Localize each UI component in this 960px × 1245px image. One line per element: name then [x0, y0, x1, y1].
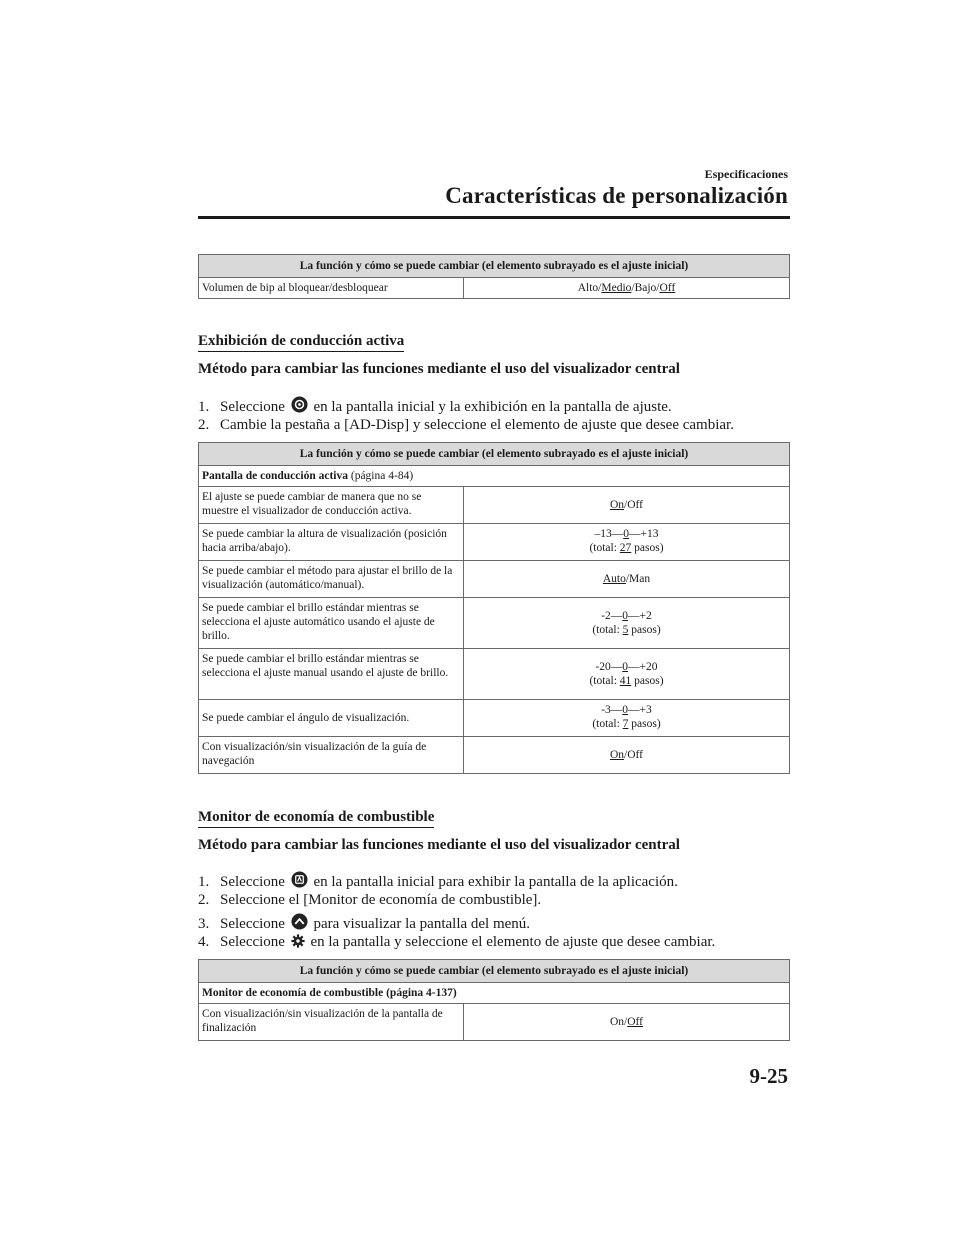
table-header: La función y cómo se puede cambiar (el elemento subrayado es el ajuste inicial)	[199, 443, 790, 466]
step-text: para visualizar la pantalla del menú.	[313, 916, 531, 932]
section-title-active-driving-display: Exhibición de conducción activa	[198, 333, 404, 352]
row-options	[464, 561, 790, 598]
row-range	[464, 598, 790, 649]
option-text: /Man	[625, 573, 651, 585]
table-row	[199, 278, 790, 299]
range-total-unit: pasos)	[628, 718, 661, 730]
applications-icon	[291, 871, 308, 888]
table-row	[199, 487, 790, 524]
step-1	[198, 871, 678, 891]
range-min: -3—	[601, 704, 623, 716]
menu-up-icon	[291, 913, 308, 930]
range-min: –13—	[594, 528, 624, 540]
table-subheader	[199, 466, 790, 487]
range-total-unit: pasos)	[631, 542, 664, 554]
step-text: en la pantalla y seleccione el elemento de ajuste que desee cambiar.	[310, 934, 716, 950]
method-heading: Método para cambiar las funciones mediante el uso del visualizador central	[198, 361, 680, 377]
row-label: El ajuste se puede cambiar de manera que no se muestre el visualizador de conducción activa.	[199, 487, 464, 524]
range-total-unit: pasos)	[631, 675, 664, 687]
row-options	[464, 278, 790, 299]
row-options	[464, 487, 790, 524]
step-number: 1.	[198, 399, 210, 415]
range-total: 5	[622, 624, 629, 636]
range-default: 0	[622, 610, 629, 622]
option-default: On	[609, 499, 625, 511]
subheader-ref: (página 4-84)	[348, 470, 414, 482]
option-text: /Off	[624, 499, 643, 511]
step-4	[198, 933, 715, 951]
row-options	[464, 737, 790, 774]
method-heading: Método para cambiar las funciones mediante el uso del visualizador central	[198, 837, 680, 853]
row-label: Se puede cambiar la altura de visualización (posición hacia arriba/abajo).	[199, 524, 464, 561]
table-row	[199, 524, 790, 561]
section-title-fuel-economy-monitor: Monitor de economía de combustible	[198, 809, 434, 828]
table-row	[199, 700, 790, 737]
step-number: 1.	[198, 874, 210, 890]
step-1	[198, 396, 672, 416]
table-subheader: Monitor de economía de combustible (página 4-137)	[199, 983, 790, 1004]
option-default: Off	[627, 1016, 643, 1028]
range-total-label: (total:	[592, 718, 623, 730]
table-row	[199, 598, 790, 649]
step-text: Seleccione	[220, 934, 285, 950]
subheader-title: Pantalla de conducción activa	[202, 470, 348, 482]
option-text: Off	[659, 282, 676, 294]
step-2	[198, 416, 734, 434]
option-text: /Bajo/	[631, 282, 660, 294]
table-row	[199, 561, 790, 598]
range-max: —+13	[629, 528, 659, 540]
step-text: Seleccione el [Monitor de economía de combustible].	[220, 892, 542, 908]
settings-circle-icon	[291, 396, 308, 413]
step-number: 2.	[198, 417, 210, 433]
range-default: 0	[623, 528, 629, 540]
range-total: 41	[619, 675, 632, 687]
row-range	[464, 649, 790, 700]
table-beep-volume	[198, 254, 790, 299]
range-total-label: (total:	[589, 542, 620, 554]
header-section: Especificaciones	[704, 167, 788, 181]
range-max: —+2	[628, 610, 652, 622]
row-label: Se puede cambiar el método para ajustar el brillo de la visualización (automático/manual).	[199, 561, 464, 598]
row-range	[464, 524, 790, 561]
step-text: en la pantalla inicial para exhibir la pantalla de la aplicación.	[313, 874, 678, 890]
step-text: Seleccione	[220, 916, 285, 932]
step-text: Seleccione	[220, 874, 285, 890]
step-text: Cambie la pestaña a [AD-Disp] y seleccione el elemento de ajuste que desee cambiar.	[220, 417, 734, 433]
step-number: 3.	[198, 916, 210, 932]
range-total-label: (total:	[589, 675, 620, 687]
option-default: Auto	[602, 573, 626, 585]
step-text: Seleccione	[220, 399, 285, 415]
row-label: Se puede cambiar el ángulo de visualización.	[199, 700, 464, 737]
step-number: 4.	[198, 934, 210, 950]
step-2	[198, 891, 541, 909]
step-3	[198, 913, 530, 933]
option-text: Alto/	[577, 282, 602, 294]
range-default: 0	[622, 704, 629, 716]
range-default: 0	[622, 661, 629, 673]
page-number: 9-25	[749, 1064, 788, 1088]
row-options	[464, 1004, 790, 1041]
row-label: Con visualización/sin visualización de la guía de navegación	[199, 737, 464, 774]
step-text: en la pantalla inicial y la exhibición en la pantalla de ajuste.	[313, 399, 672, 415]
row-label: Se puede cambiar el brillo estándar mientras se selecciona el ajuste manual usando el ajuste de brillo.	[199, 649, 464, 700]
row-label: Se puede cambiar el brillo estándar mientras se selecciona el ajuste automático usando el ajuste de brillo.	[199, 598, 464, 649]
range-total: 7	[622, 718, 629, 730]
step-number: 2.	[198, 892, 210, 908]
header-title: Características de personalización	[445, 183, 788, 208]
option-text: /Off	[624, 749, 643, 761]
range-total: 27	[619, 542, 632, 554]
gear-icon	[291, 934, 305, 948]
table-row	[199, 737, 790, 774]
table-active-driving-display	[198, 442, 790, 774]
option-default: On	[609, 749, 625, 761]
row-label: Volumen de bip al bloquear/desbloquear	[199, 278, 464, 299]
option-default: Medio	[601, 282, 632, 294]
range-total-label: (total:	[592, 624, 623, 636]
row-label: Con visualización/sin visualización de la pantalla de finalización	[199, 1004, 464, 1041]
table-header: La función y cómo se puede cambiar (el elemento subrayado es el ajuste inicial)	[199, 255, 790, 278]
range-max: —+3	[628, 704, 652, 716]
table-header: La función y cómo se puede cambiar (el elemento subrayado es el ajuste inicial)	[199, 960, 790, 983]
range-max: —+20	[628, 661, 658, 673]
header-rule	[198, 216, 790, 219]
table-row	[199, 649, 790, 700]
table-row	[199, 1004, 790, 1041]
row-range	[464, 700, 790, 737]
range-min: -2—	[601, 610, 623, 622]
range-min: -20—	[595, 661, 623, 673]
table-fuel-economy-monitor	[198, 959, 790, 1041]
option-text: On/	[609, 1016, 628, 1028]
range-total-unit: pasos)	[628, 624, 661, 636]
